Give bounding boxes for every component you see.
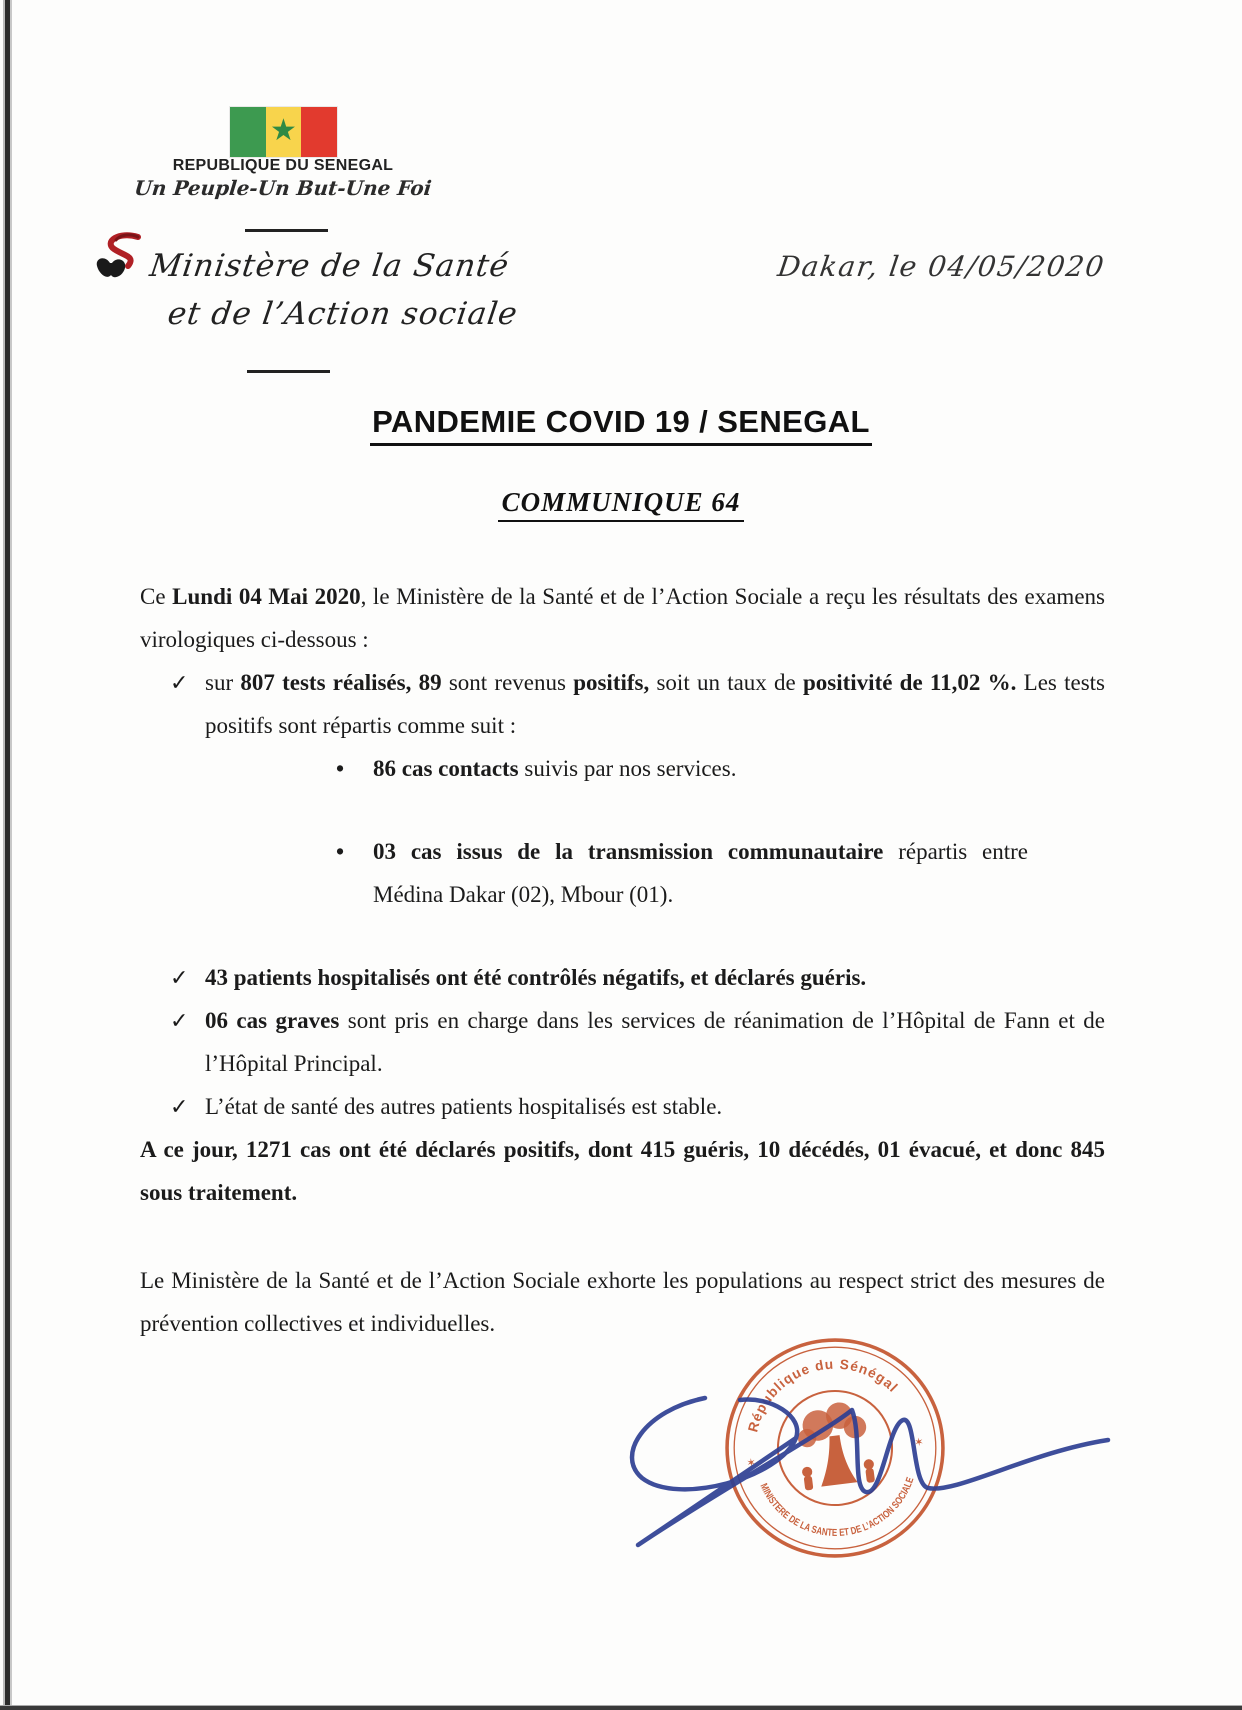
- paragraph: [140, 575, 1105, 661]
- rich-text: 06 cas graves sont pris en charge dans les services de réanimation de l’Hôpital de Fann et de l’Hôpital Principal.: [205, 1008, 1105, 1076]
- ministry-name-line1: Ministère de la Santé: [147, 248, 512, 284]
- subtitle-row: [0, 487, 1242, 522]
- national-motto: Un Peuple-Un But-Une Foi: [133, 176, 433, 200]
- document-body: [140, 575, 1105, 1345]
- rich-text: sur 807 tests réalisés, 89 sont revenus positifs, soit un taux de positivité de 11,02 %. Les tests positifs sont répartis comme suit :: [205, 670, 1105, 738]
- flag-yellow-stripe: [266, 107, 302, 157]
- check-item: [140, 661, 1105, 747]
- rich-text: Le Ministère de la Santé et de l’Action Sociale exhorte les populations au respect strict des mesures de prévention collectives et individuelles.: [140, 1268, 1105, 1336]
- rich-text: 03 cas issus de la transmission communautaire répartis entre Médina Dakar (02), Mbour (01).: [373, 839, 1029, 907]
- document-title: PANDEMIE COVID 19 / SENEGAL: [370, 404, 872, 446]
- title-row: [0, 403, 1242, 446]
- check-icon: ✓: [170, 1094, 189, 1119]
- stamp-text-top: République du Sénégal: [745, 1356, 901, 1434]
- signature: [600, 1360, 1140, 1580]
- divider-line: [245, 229, 328, 232]
- check-item: [140, 956, 1105, 999]
- flag-star-icon: ★: [270, 112, 297, 148]
- dateline: Dakar, le 04/05/2020: [775, 250, 1108, 283]
- stamp-star-right: ✶: [913, 1436, 925, 1450]
- ministry-logo-icon: [90, 230, 150, 286]
- rich-text: L’état de santé des autres patients hospitalisés est stable.: [205, 1094, 723, 1119]
- rich-text: 86 cas contacts suivis par nos services.: [373, 756, 737, 781]
- ministry-name-line2: et de l’Action sociale: [165, 296, 521, 332]
- country-name: REPUBLIQUE DU SENEGAL: [172, 157, 394, 174]
- bullet-icon: •: [336, 756, 345, 781]
- bullet-item: [336, 830, 1105, 916]
- bullet-icon: •: [336, 839, 345, 864]
- scan-border-bottom: [0, 1705, 1242, 1710]
- check-icon: ✓: [170, 965, 189, 990]
- bullet-item: [336, 747, 1105, 790]
- scan-border-left: [3, 0, 12, 1710]
- flag-red-stripe: [301, 107, 337, 157]
- rich-text: A ce jour, 1271 cas ont été déclarés positifs, dont 415 guéris, 10 décédés, 01 évacué, et donc 845 sous traitement.: [140, 1137, 1105, 1205]
- paragraph: [140, 1259, 1105, 1345]
- stamp-star-left: ✶: [745, 1456, 757, 1470]
- divider-line: [247, 370, 330, 373]
- check-item: [140, 999, 1105, 1085]
- senegal-flag: [230, 107, 337, 157]
- rich-text: Ce Lundi 04 Mai 2020, le Ministère de la Santé et de l’Action Sociale a reçu les résultats des examens virologiques ci-dessous :: [140, 584, 1105, 652]
- rich-text: 43 patients hospitalisés ont été contrôlés négatifs, et déclarés guéris.: [205, 965, 867, 990]
- stamp-text-bottom: MINISTERE DE LA SANTE ET DE L’ACTION SOCIALE: [757, 1474, 917, 1539]
- flag-green-stripe: [230, 107, 266, 157]
- check-icon: ✓: [170, 1008, 189, 1033]
- check-item: [140, 1085, 1105, 1128]
- paragraph: [140, 1128, 1105, 1214]
- communique-number: COMMUNIQUE 64: [498, 487, 745, 522]
- check-icon: ✓: [170, 670, 189, 695]
